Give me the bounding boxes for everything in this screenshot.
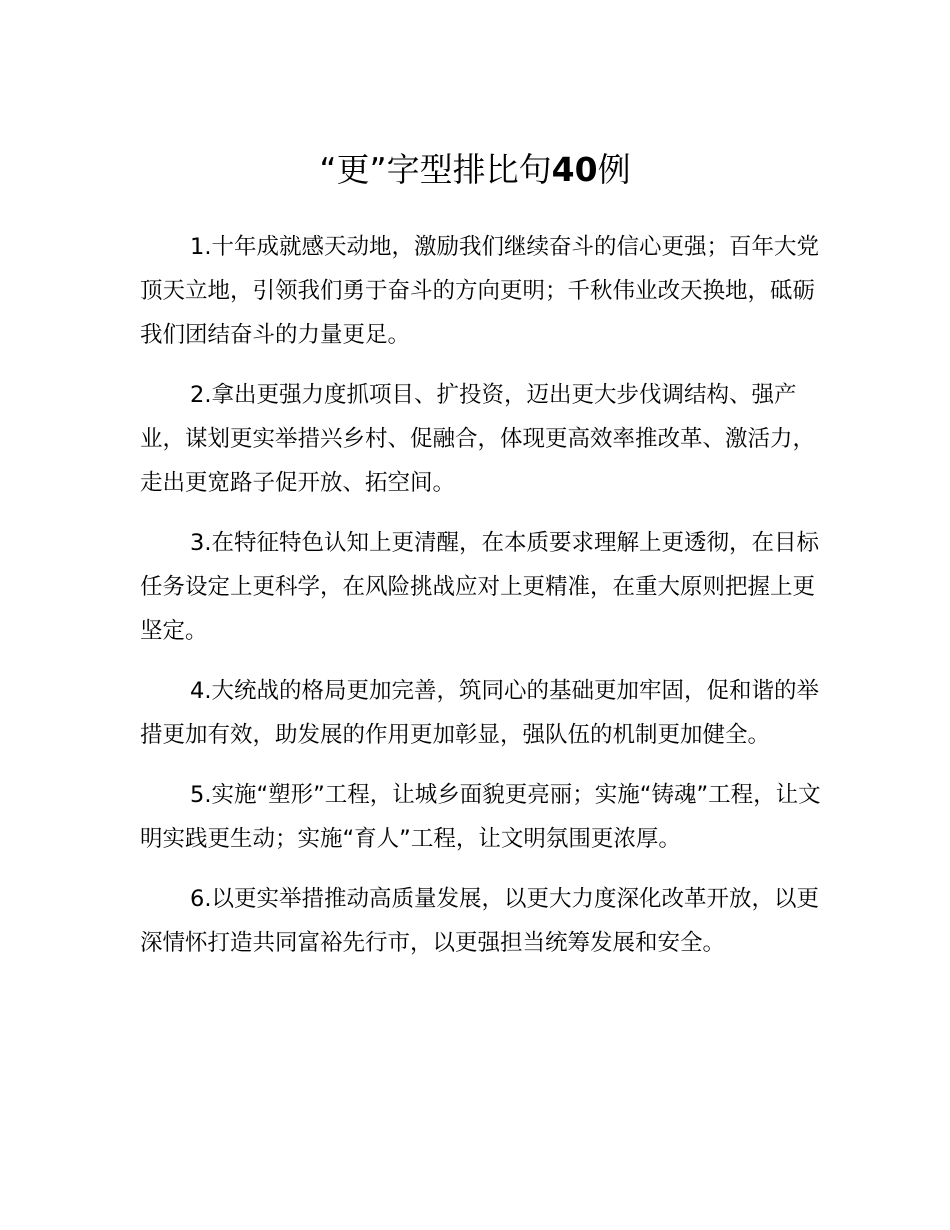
paragraph-4: 4.大统战的格局更加完善，筑同心的基础更加牢固，促和谐的举措更加有效，助发展的作用更加彰显，强队伍的机制更加健全。: [140, 678, 819, 748]
title-number: 40: [551, 150, 598, 189]
title-text: “更”字型排比句: [319, 150, 552, 189]
paragraph-5: 5.实施“塑形”工程，让城乡面貌更亮丽；实施“铸魂”工程，让文明实践更生动；实施“育人”工程，让文明氛围更浓厚。: [140, 782, 821, 852]
title-suffix: 例: [597, 150, 631, 189]
document-body: [140, 225, 830, 981]
paragraph-6: 6.以更实举措推动高质量发展，以更大力度深化改革开放，以更深情怀打造共同富裕先行市，以更强担当统筹发展和安全。: [140, 886, 819, 956]
paragraph-2: 2.拿出更强力度抓项目、扩投资，迈出更大步伐调结构、强产业，谋划更实举措兴乡村、促融合，体现更高效率推改革、激活力，走出更宽路子促开放、拓空间。: [140, 382, 816, 496]
page-title: [0, 147, 950, 193]
paragraph-1: 1.十年成就感天动地，激励我们继续奋斗的信心更强；百年大党顶天立地，引领我们勇于奋斗的方向更明；千秋伟业改天换地，砥砺我们团结奋斗的力量更足。: [140, 234, 819, 348]
paragraph-3: 3.在特征特色认知上更清醒，在本质要求理解上更透彻，在目标任务设定上更科学，在风险挑战应对上更精准，在重大原则把握上更坚定。: [140, 530, 819, 644]
